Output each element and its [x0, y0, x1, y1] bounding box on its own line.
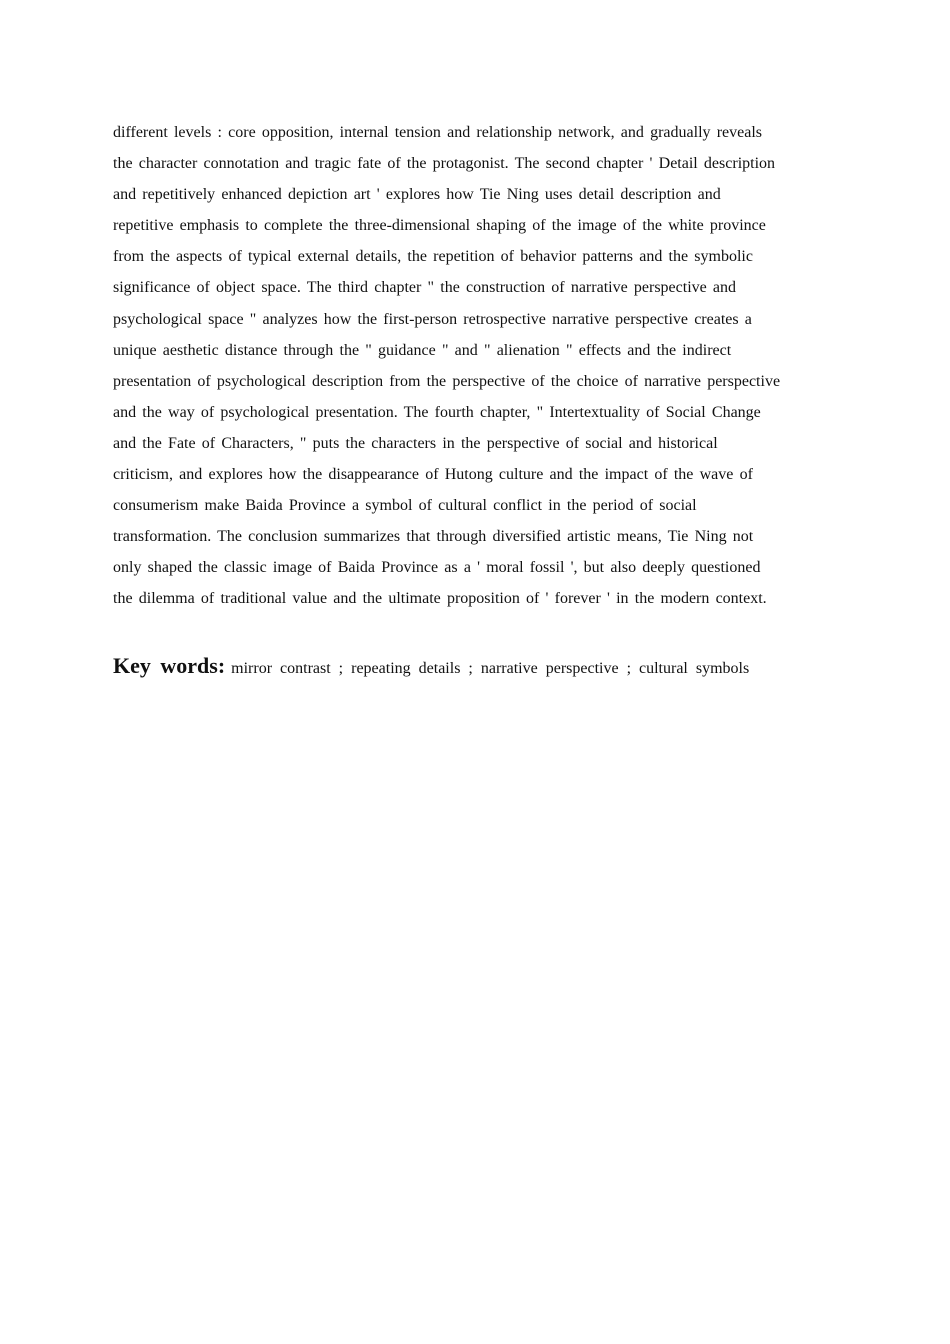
abstract-line: different levels : core opposition, internal tension and relationship network, and gradually reveals — [113, 124, 763, 141]
abstract-line: consumerism make Baida Province a symbol of cultural conflict in the period of social — [113, 497, 697, 515]
abstract-line: the character connotation and tragic fate of the protagonist. The second chapter ' Detail description — [113, 155, 776, 173]
abstract-line: psychological space " analyzes how the first-person retrospective narrative perspective creates a — [113, 310, 752, 328]
abstract-paragraph — [113, 117, 837, 615]
abstract-line: repetitive emphasis to complete the three-dimensional shaping of the image of the white province — [113, 217, 766, 235]
abstract-line: and repetitively enhanced depiction art ' explores how Tie Ning uses detail description and — [113, 186, 721, 204]
keywords-section — [113, 653, 837, 679]
abstract-line: from the aspects of typical external details, the repetition of behavior patterns and the symbolic — [113, 248, 753, 266]
keywords-label: Key words: — [113, 653, 226, 678]
abstract-line: unique aesthetic distance through the " guidance " and " alienation " effects and the indirect — [113, 341, 732, 359]
abstract-line: the dilemma of traditional value and the ultimate proposition of ' forever ' in the modern context. — [113, 590, 767, 608]
abstract-line: criticism, and explores how the disappearance of Hutong culture and the impact of the wave of — [113, 466, 753, 484]
abstract-line: and the Fate of Characters, " puts the characters in the perspective of social and historical — [113, 434, 718, 452]
abstract-line: presentation of psychological description from the perspective of the choice of narrative perspective — [113, 372, 781, 390]
abstract-line: significance of object space. The third chapter " the construction of narrative perspective and — [113, 279, 737, 297]
abstract-line: transformation. The conclusion summarizes that through diversified artistic means, Tie Ning not — [113, 528, 754, 546]
abstract-line: only shaped the classic image of Baida Province as a ' moral fossil ', but also deeply questioned — [113, 559, 761, 577]
abstract-line: and the way of psychological presentation. The fourth chapter, " Intertextuality of Social Change — [113, 403, 761, 421]
keywords-value: mirror contrast ; repeating details ; narrative perspective ; cultural symbols — [231, 660, 750, 677]
